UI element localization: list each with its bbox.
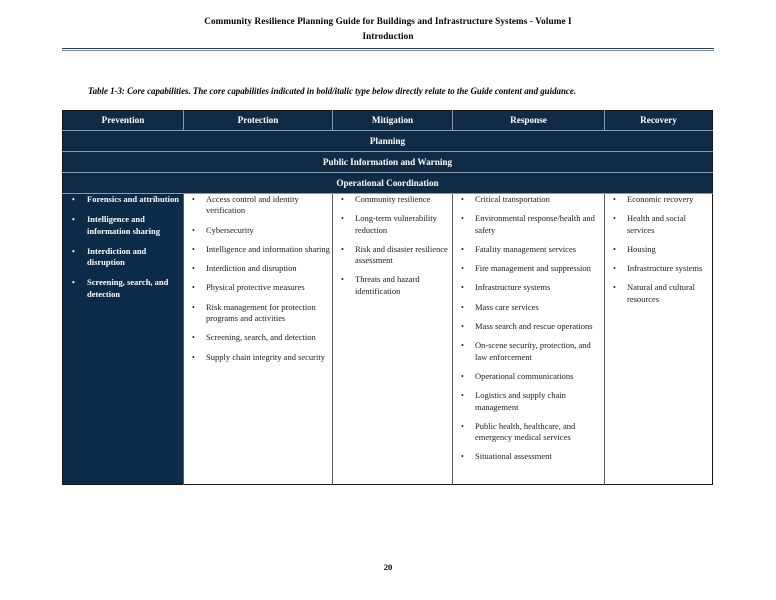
list-item — [453, 263, 604, 274]
bullet-icon: • — [192, 333, 195, 343]
list-item-label: Infrastructure systems — [475, 282, 551, 293]
core-capabilities-table — [62, 110, 713, 485]
bullet-icon: • — [461, 244, 464, 254]
bullet-icon: • — [192, 283, 195, 293]
column-header-mitigation: Mitigation — [333, 111, 453, 131]
list-item-label: Physical protective measures — [206, 282, 305, 293]
bullet-icon: • — [613, 195, 616, 204]
bullet-icon: • — [461, 302, 464, 312]
list-item — [63, 277, 183, 300]
list-item — [453, 194, 604, 205]
list-item-label: Long-term vulnerability reduction — [355, 213, 437, 235]
bullet-icon: • — [72, 215, 75, 225]
bullet-icon: • — [461, 195, 464, 204]
bullet-icon: • — [461, 421, 464, 431]
bullet-icon: • — [192, 244, 195, 254]
list-item-label: Access control and identity verification — [206, 194, 299, 216]
list-item — [63, 194, 183, 205]
bullet-icon: • — [461, 214, 464, 224]
banner-public-information-and-warning: Public Information and Warning — [63, 152, 713, 173]
list-item-label: Health and social services — [627, 213, 687, 235]
bullet-icon: • — [72, 246, 75, 256]
list-item — [184, 263, 332, 274]
list-item-label: Screening, search, and detection — [206, 332, 316, 343]
bullet-icon: • — [613, 244, 616, 254]
list-item-label: Screening, search, and detection — [87, 277, 169, 299]
list-item-label: Public health, healthcare, and emergency medical services — [475, 420, 576, 443]
list-item — [453, 321, 604, 332]
list-response — [453, 194, 604, 463]
bullet-icon: • — [72, 195, 75, 204]
list-item — [333, 213, 452, 236]
core-capabilities-table-wrapper — [62, 110, 712, 485]
bullet-icon: • — [192, 352, 195, 362]
list-item-label: Natural and cultural resources — [627, 282, 695, 304]
list-item-label: Infrastructure systems — [627, 263, 703, 274]
list-item-label: Risk management for protection programs and activities — [206, 301, 316, 324]
list-item — [184, 332, 332, 343]
list-item-label: Critical transportation — [475, 194, 550, 204]
bullet-icon: • — [72, 278, 75, 288]
list-item — [605, 263, 712, 274]
list-item-label: Operational communications — [475, 370, 574, 381]
list-item-label: Situational assessment — [475, 451, 552, 462]
list-item-label: Intelligence and information sharing — [87, 214, 160, 236]
cell-response — [453, 194, 605, 485]
list-item-label: Fatality management services — [475, 243, 577, 254]
list-item — [63, 214, 183, 237]
list-item — [453, 451, 604, 462]
bullet-icon: • — [341, 214, 344, 224]
list-recovery — [605, 194, 712, 305]
list-item — [333, 274, 452, 297]
list-item — [184, 352, 332, 363]
list-item — [333, 194, 452, 205]
banner-row-public-information — [63, 152, 713, 173]
banner-row-planning — [63, 131, 713, 152]
list-item — [605, 194, 712, 205]
bullet-icon: • — [192, 264, 195, 274]
list-item — [63, 246, 183, 269]
bullet-icon: • — [461, 322, 464, 332]
column-header-prevention: Prevention — [63, 111, 184, 131]
list-item-label: Community resilience — [355, 194, 431, 204]
list-item — [605, 244, 712, 255]
bullet-icon: • — [461, 341, 464, 351]
banner-planning: Planning — [63, 131, 713, 152]
capabilities-row — [63, 194, 713, 485]
bullet-icon: • — [613, 214, 616, 224]
list-item — [184, 225, 332, 236]
table-header-row — [63, 111, 713, 131]
list-item-label: Interdiction and disruption — [87, 245, 147, 268]
list-item-label: Interdiction and disruption — [206, 263, 297, 274]
list-item-label: Threats and hazard identification — [355, 274, 420, 296]
list-item — [605, 213, 712, 236]
cell-recovery — [605, 194, 713, 485]
bullet-icon: • — [192, 225, 195, 235]
bullet-icon: • — [461, 371, 464, 381]
list-item-label: Fire management and suppression — [475, 263, 591, 274]
list-item-label: Mass care services — [475, 301, 539, 312]
list-mitigation — [333, 194, 452, 297]
bullet-icon: • — [461, 264, 464, 274]
list-item-label: Logistics and supply chain management — [475, 390, 566, 412]
bullet-icon: • — [341, 195, 344, 204]
cell-protection — [184, 194, 333, 485]
list-item — [184, 282, 332, 293]
list-item — [453, 371, 604, 382]
header-title-line1: Community Resilience Planning Guide for Buildings and Infrastructure Systems - Volume I — [204, 16, 572, 26]
list-item — [333, 244, 452, 267]
banner-operational-coordination: Operational Coordination — [63, 173, 713, 194]
list-item-label: Housing — [627, 243, 656, 254]
list-item — [453, 340, 604, 363]
table-body — [63, 131, 713, 485]
table-header-row-group — [63, 111, 713, 131]
list-item-label: Environmental response/health and safety — [475, 213, 595, 235]
list-prevention — [63, 194, 183, 300]
bullet-icon: • — [461, 283, 464, 293]
list-item — [184, 194, 332, 217]
list-item-label: Supply chain integrity and security — [206, 351, 325, 362]
list-protection — [184, 194, 332, 363]
bullet-icon: • — [613, 283, 616, 293]
column-header-response: Response — [453, 111, 605, 131]
list-item — [453, 421, 604, 444]
running-header — [64, 14, 712, 44]
list-item-label: Cybersecurity — [206, 224, 254, 235]
list-item — [453, 390, 604, 413]
bullet-icon: • — [341, 275, 344, 285]
list-item — [453, 213, 604, 236]
bullet-icon: • — [341, 244, 344, 254]
list-item-label: Mass search and rescue operations — [475, 321, 593, 332]
bullet-icon: • — [461, 391, 464, 401]
list-item — [184, 244, 332, 255]
header-divider-rule — [62, 48, 714, 51]
list-item-label: Risk and disaster resilience assessment — [355, 243, 448, 266]
list-item — [605, 282, 712, 305]
page-number: 20 — [383, 562, 393, 572]
cell-prevention — [63, 194, 184, 485]
banner-row-operational-coordination — [63, 173, 713, 194]
bullet-icon: • — [613, 264, 616, 274]
cell-mitigation — [333, 194, 453, 485]
list-item — [184, 302, 332, 325]
list-item — [453, 244, 604, 255]
list-item-label: Intelligence and information sharing — [206, 243, 330, 254]
header-title-line2: Introduction — [362, 31, 414, 41]
list-item — [453, 302, 604, 313]
table-caption: Table 1-3: Core capabilities. The core capabilities indicated in bold/italic type below directly relate to the Guide content and guidance. — [88, 86, 576, 96]
bullet-icon: • — [192, 302, 195, 312]
bullet-icon: • — [461, 452, 464, 462]
column-header-protection: Protection — [184, 111, 333, 131]
list-item-label: On-scene security, protection, and law enforcement — [475, 340, 591, 362]
list-item — [453, 282, 604, 293]
list-item-label: Forensics and attribution — [87, 194, 179, 204]
list-item-label: Economic recovery — [627, 194, 694, 204]
bullet-icon: • — [192, 195, 195, 204]
column-header-recovery: Recovery — [605, 111, 713, 131]
